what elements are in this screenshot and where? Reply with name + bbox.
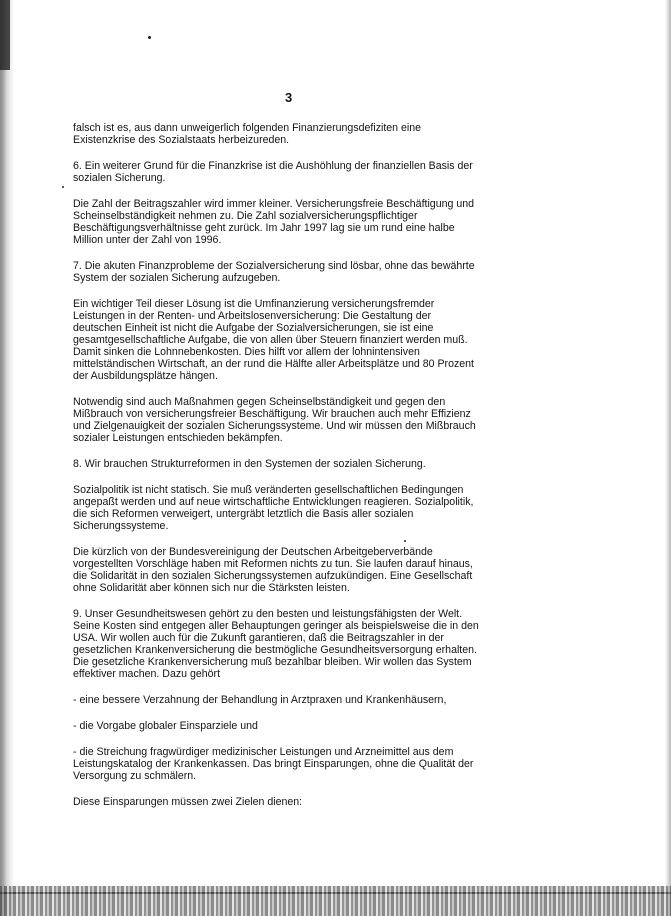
text-line: Sicherungssysteme. bbox=[73, 520, 169, 532]
text-line: Die gesetzliche Krankenversicherung muß bezahlbar bleiben. Wir wollen das System bbox=[73, 656, 472, 668]
text-line: - eine bessere Verzahnung der Behandlung in Arztpraxen und Krankenhäusern, bbox=[73, 694, 447, 706]
text-line: Die kürzlich von der Bundesvereinigung der Deutschen Arbeitgeberverbände bbox=[73, 546, 433, 558]
text-line: Damit sinken die Lohnnebenkosten. Dies hilft vor allem der lohnintensiven bbox=[73, 346, 420, 358]
paragraph bbox=[73, 484, 513, 532]
text-line: Notwendig sind auch Maßnahmen gegen Scheinselbständigkeit und gegen den bbox=[73, 396, 446, 408]
paragraph bbox=[73, 694, 513, 706]
text-line: gesamtgesellschaftliche Aufgabe, die von allen über Steuern finanziert werden muß. bbox=[73, 334, 468, 346]
text-line: 9. Unser Gesundheitswesen gehört zu den besten und leistungsfähigsten der Welt. bbox=[73, 608, 463, 620]
paragraph bbox=[73, 608, 513, 680]
paragraph bbox=[73, 458, 513, 470]
scan-left-edge-shadow bbox=[0, 0, 14, 916]
text-line: effektiver machen. Dazu gehört bbox=[73, 668, 221, 680]
text-line: sozialen Sicherung. bbox=[73, 172, 166, 184]
text-line: Mißbrauch von versicherungsfreier Beschäftigung. Wir brauchen auch mehr Effizienz bbox=[73, 408, 471, 420]
text-line: Sozialpolitik ist nicht statisch. Sie muß veränderten gesellschaftlichen Bedingungen bbox=[73, 484, 464, 496]
text-line: System der sozialen Sicherung aufzugeben. bbox=[73, 272, 281, 284]
paragraph bbox=[73, 796, 513, 808]
text-line: - die Vorgabe globaler Einsparziele und bbox=[73, 720, 258, 732]
paragraph bbox=[73, 546, 513, 594]
text-line: Versorgung zu schmälern. bbox=[73, 770, 197, 782]
paragraph bbox=[73, 746, 513, 782]
text-line: gesetzlichen Krankenversicherung die bestmögliche Gesundheitsversorgung erhalten. bbox=[73, 644, 477, 656]
text-line: Die Zahl der Beitragszahler wird immer kleiner. Versicherungsfreie Beschäftigung und bbox=[73, 198, 474, 210]
text-line: - die Streichung fragwürdiger medizinischer Leistungen und Arzneimittel aus dem bbox=[73, 746, 454, 758]
text-line: Leistungskatalog der Krankenkassen. Das bringt Einsparungen, ohne die Qualität der bbox=[73, 758, 474, 770]
text-line: vorgestellten Vorschläge haben mit Reformen nichts zu tun. Sie laufen darauf hinaus, bbox=[73, 558, 473, 570]
text-line: Existenzkrise des Sozialstaats herbeizureden. bbox=[73, 134, 290, 146]
scan-binding-mark bbox=[0, 0, 10, 70]
paragraph bbox=[73, 260, 513, 284]
text-line: und Zielgenauigkeit der sozialen Sicherungssysteme. Und wir müssen den Mißbrauch bbox=[73, 420, 476, 432]
text-line: Seine Kosten sind entgegen aller Behauptungen geringer als beispielsweise die in den bbox=[73, 620, 479, 632]
text-line: 7. Die akuten Finanzprobleme der Sozialversicherung sind lösbar, ohne das bewährte bbox=[73, 260, 475, 272]
text-line: deutschen Einheit ist nicht die Aufgabe der Sozialversicherungen, sie ist eine bbox=[73, 322, 434, 334]
scan-speck bbox=[62, 186, 64, 188]
text-line: Beschäftigungsverhältnisse geht zurück. Im Jahr 1997 lag sie um rund eine halbe bbox=[73, 222, 455, 234]
text-line: mittelständischen Wirtschaft, an der rund die Hälfte aller Arbeitsplätze und 80 Prozent bbox=[73, 358, 475, 370]
scan-speck bbox=[148, 36, 151, 39]
text-line: Scheinselbständigkeit nehmen zu. Die Zahl sozialversicherungspflichtiger bbox=[73, 210, 418, 222]
text-line: die sich Reformen verweigert, untergräbt letztlich die Basis aller sozialen bbox=[73, 508, 414, 520]
text-line: Million unter der Zahl von 1996. bbox=[73, 234, 222, 246]
paragraph bbox=[73, 720, 513, 732]
scan-bottom-edge-noise bbox=[0, 886, 671, 916]
text-line: Ein wichtiger Teil dieser Lösung ist die Umfinanzierung versicherungsfremder bbox=[73, 298, 435, 310]
paragraph bbox=[73, 122, 513, 146]
text-line: 6. Ein weiterer Grund für die Finanzkrise ist die Aushöhlung der finanziellen Basis der bbox=[73, 160, 473, 172]
paragraph bbox=[73, 396, 513, 444]
text-line: sozialer Leistungen entschieden bekämpfen. bbox=[73, 432, 283, 444]
scan-right-edge-shadow bbox=[665, 0, 671, 916]
paragraph bbox=[73, 198, 513, 246]
text-line: 8. Wir brauchen Strukturreformen in den Systemen der sozialen Sicherung. bbox=[73, 458, 426, 470]
text-line: ohne Solidarität aber können sich nur die Stärksten leisten. bbox=[73, 582, 350, 594]
text-line: Diese Einsparungen müssen zwei Zielen dienen: bbox=[73, 796, 303, 808]
text-line: angepaßt werden und auf neue wirtschaftliche Entwicklungen reagieren. Sozialpolitik, bbox=[73, 496, 474, 508]
text-line: falsch ist es, aus dann unweigerlich folgenden Finanzierungsdefiziten eine bbox=[73, 122, 422, 134]
text-line: der Ausbildungsplätze hängen. bbox=[73, 370, 218, 382]
text-line: USA. Wir wollen auch für die Zukunft garantieren, daß die Beitragszahler in der bbox=[73, 632, 444, 644]
text-line: Leistungen in der Renten- und Arbeitslosenversicherung: Die Gestaltung der bbox=[73, 310, 432, 322]
text-line: die Solidarität in den sozialen Sicherungssystemen aufzukündigen. Eine Gesellschaft bbox=[73, 570, 473, 582]
paragraph bbox=[73, 298, 513, 382]
document-body bbox=[73, 122, 513, 822]
page-number: 3 bbox=[285, 90, 293, 105]
paragraph bbox=[73, 160, 513, 184]
scan-speck bbox=[404, 540, 406, 542]
